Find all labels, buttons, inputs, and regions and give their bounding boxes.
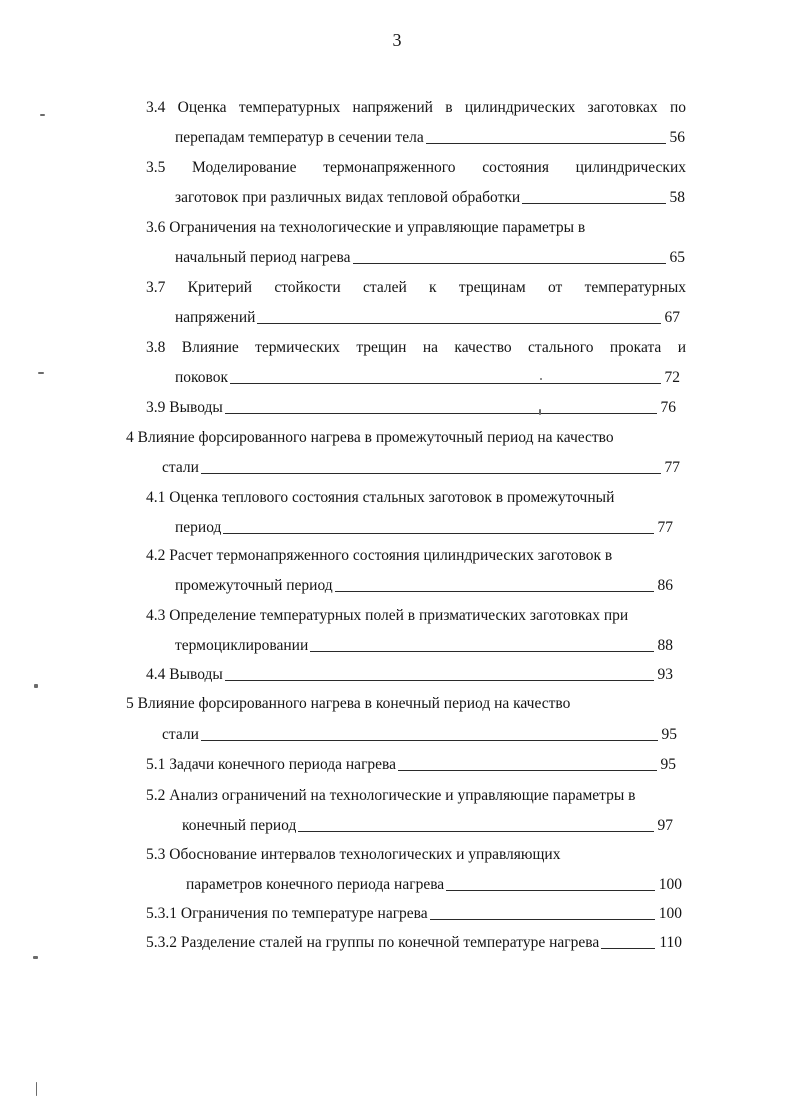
toc-entry-3-7 [175, 308, 680, 328]
toc-entry-5-3-2 [146, 933, 682, 953]
leader-line [353, 262, 666, 264]
toc-entry-4-2-line1: 4.2 Расчет термонапряженного состояния цилиндрических заготовок в [146, 547, 613, 564]
toc-entry-3-8-line1: 3.8 Влияние термических трещин на качество стального проката и [146, 339, 686, 356]
toc-entry-4-1-line1: 4.1 Оценка теплового состояния стальных заготовок в промежуточный [146, 489, 615, 506]
toc-page-number: 100 [658, 876, 682, 893]
toc-entry-3-6-line1: 3.6 Ограничения на технологические и управляющие параметры в [146, 219, 586, 236]
toc-entry-text: 5.3.1 Ограничения по температуре нагрева [146, 905, 428, 922]
toc-entry-text: стали [162, 726, 199, 743]
toc-entry-3-8 [175, 368, 680, 388]
toc-entry-3-4-line1: 3.4 Оценка температурных напряжений в цилиндрических заготовках по [146, 99, 686, 116]
toc-entry-text: промежуточный период [175, 577, 333, 594]
leader-line [310, 650, 653, 652]
toc-page-number: 77 [657, 519, 673, 536]
toc-entry-3-5 [175, 188, 685, 208]
leader-line [298, 830, 653, 832]
leader-line [430, 918, 655, 920]
toc-entry-text: перепадам температур в сечении тела [175, 129, 424, 146]
toc-entry-5-2 [182, 816, 673, 836]
toc-page-number: 58 [669, 189, 685, 206]
leader-line [426, 142, 666, 144]
toc-entry-text: напряжений [175, 309, 256, 326]
toc-entry-text: поковок [175, 369, 229, 386]
leader-line [230, 382, 660, 384]
toc-entry-3-6 [175, 248, 685, 268]
toc-entry-text: заготовок при различных видах тепловой обработки [175, 189, 521, 206]
toc-entry-3-7-line1: 3.7 Критерий стойкости сталей к трещинам от температурных [146, 279, 686, 296]
toc-entry-5 [162, 725, 677, 745]
toc-entry-3-9 [146, 398, 676, 418]
scan-speck [38, 372, 44, 374]
leader-line [225, 412, 657, 414]
toc-entry-4-2 [175, 576, 673, 596]
scan-speck [539, 409, 541, 415]
toc-entry-4-4 [146, 665, 673, 685]
toc-page-number: 97 [657, 817, 673, 834]
leader-line [398, 769, 656, 771]
toc-page-number: 100 [658, 905, 682, 922]
toc-entry-text: начальный период нагрева [175, 249, 351, 266]
toc-page-number: 65 [669, 249, 685, 266]
toc-page-number: 88 [657, 637, 673, 654]
toc-entry-text: параметров конечного периода нагрева [186, 876, 445, 893]
scan-speck [34, 684, 38, 688]
toc-entry-5-2-line1: 5.2 Анализ ограничений на технологические и управляющие параметры в [146, 787, 636, 804]
toc-page-number: 110 [659, 934, 682, 951]
toc-entry-4-line1: 4 Влияние форсированного нагрева в промежуточный период на качество [126, 429, 614, 446]
toc-page-number: 95 [661, 726, 677, 743]
toc-entry-text: 4.4 Выводы [146, 666, 223, 683]
toc-entry-5-1 [146, 755, 676, 775]
toc-entry-text: 5.3.2 Разделение сталей на группы по конечной температуре нагрева [146, 934, 600, 951]
toc-page-number: 67 [664, 309, 680, 326]
toc-entry-3-4 [175, 128, 685, 148]
toc-entry-5-3 [186, 875, 682, 895]
leader-line [201, 739, 658, 741]
toc-entry-4-3 [175, 636, 673, 656]
toc-entry-3-5-line1: 3.5 Моделирование термонапряженного состояния цилиндрических [146, 159, 686, 176]
toc-entry-5-3-line1: 5.3 Обоснование интервалов технологических и управляющих [146, 846, 561, 863]
toc-entry-text: 3.9 Выводы [146, 399, 223, 416]
toc-page-number: 86 [657, 577, 673, 594]
toc-page-number: 77 [664, 459, 680, 476]
scan-speck [540, 378, 542, 380]
leader-line [223, 532, 653, 534]
scan-speck [40, 114, 45, 116]
scan-speck [33, 956, 38, 959]
leader-line [225, 679, 654, 681]
toc-page-number: 76 [660, 399, 676, 416]
toc-entry-text: стали [162, 459, 199, 476]
toc-entry-4-3-line1: 4.3 Определение температурных полей в призматических заготовках при [146, 607, 629, 624]
toc-page-number: 95 [660, 756, 676, 773]
toc-page-number: 93 [657, 666, 673, 683]
leader-line [257, 322, 660, 324]
leader-line [522, 202, 665, 204]
page-number: 3 [392, 30, 402, 50]
toc-page-number: 56 [669, 129, 685, 146]
toc-entry-text: термоциклировании [175, 637, 309, 654]
toc-entry-4 [162, 458, 680, 478]
scan-speck [36, 1082, 37, 1096]
toc-entry-5-line1: 5 Влияние форсированного нагрева в конечный период на качество [126, 695, 571, 712]
leader-line [201, 472, 661, 474]
leader-line [335, 590, 654, 592]
toc-entry-text: конечный период [182, 817, 297, 834]
toc-entry-text: 5.1 Задачи конечного периода нагрева [146, 756, 397, 773]
toc-entry-4-1 [175, 518, 673, 538]
toc-entry-5-3-1 [146, 904, 682, 924]
toc-page-number: 72 [664, 369, 680, 386]
leader-line [446, 889, 655, 891]
leader-line [601, 947, 655, 949]
toc-entry-text: период [175, 519, 222, 536]
